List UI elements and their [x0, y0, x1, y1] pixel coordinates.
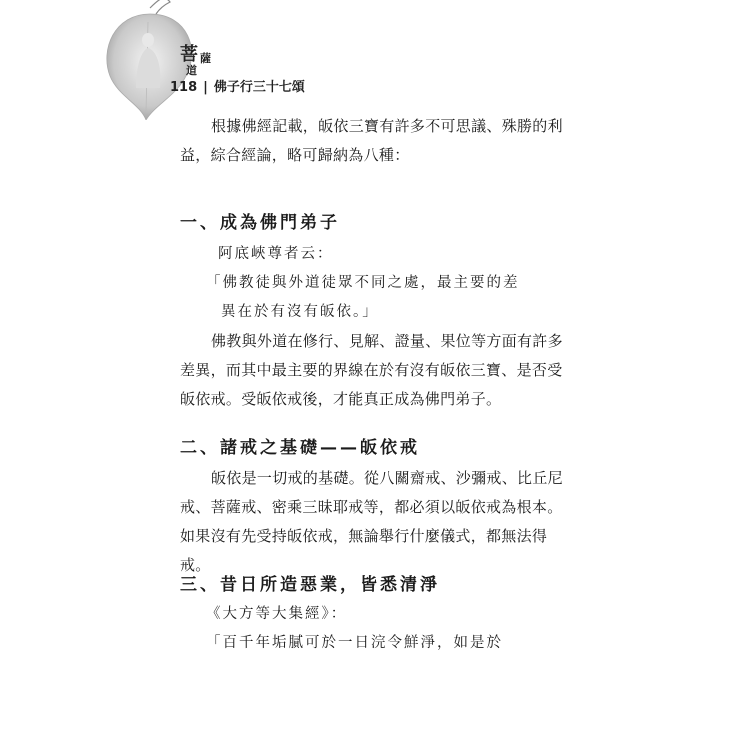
- section-heading-1: 一、成為佛門弟子: [180, 213, 340, 233]
- series-title-sub1: 薩: [200, 52, 211, 65]
- quote-line: 異在於有沒有皈依。」: [221, 304, 379, 320]
- quote-line: 「佛教徒與外道徒眾不同之處，最主要的差: [206, 275, 520, 291]
- header-separator: |: [203, 80, 208, 95]
- series-title-main: 菩: [180, 44, 198, 65]
- intro-paragraph: 根據佛經記載，皈依三寶有許多不可思議、殊勝的利益，綜合經論，略可歸納為八種：: [180, 117, 563, 164]
- section-heading-3: 三、昔日所造惡業，皆悉清淨: [180, 575, 440, 595]
- quote-line: 「百千年垢膩可於一日浣令鮮淨，如是於: [206, 635, 503, 651]
- section-paragraph-2: 皈依是一切戒的基礎。從八關齋戒、沙彌戒、比丘尼戒、菩薩戒、密乘三昧耶戒等，都必須以皈依戒為根本。如果沒有先受持皈依戒，無論舉行什麼儀式，都無法得戒。: [180, 469, 563, 574]
- quote-block-3: [206, 600, 503, 658]
- section-paragraph-1: 佛教與外道在修行、見解、證量、果位等方面有許多差異，而其中最主要的界線在於有沒有皈依三寶、是否受皈依戒。受皈依戒後，才能真正成為佛門弟子。: [180, 332, 563, 408]
- quote-source-1: 阿底峽尊者云：: [218, 246, 334, 262]
- running-header: [170, 76, 305, 95]
- series-title-sub2: 道: [186, 64, 197, 77]
- section-heading-2: 二、諸戒之基礎——皈依戒: [180, 438, 420, 458]
- page-number: 118: [170, 80, 198, 95]
- quote-source-3: 《大方等大集經》：: [206, 606, 348, 622]
- quote-block-1: [206, 240, 520, 327]
- book-title: 佛子行三十七頌: [213, 80, 305, 95]
